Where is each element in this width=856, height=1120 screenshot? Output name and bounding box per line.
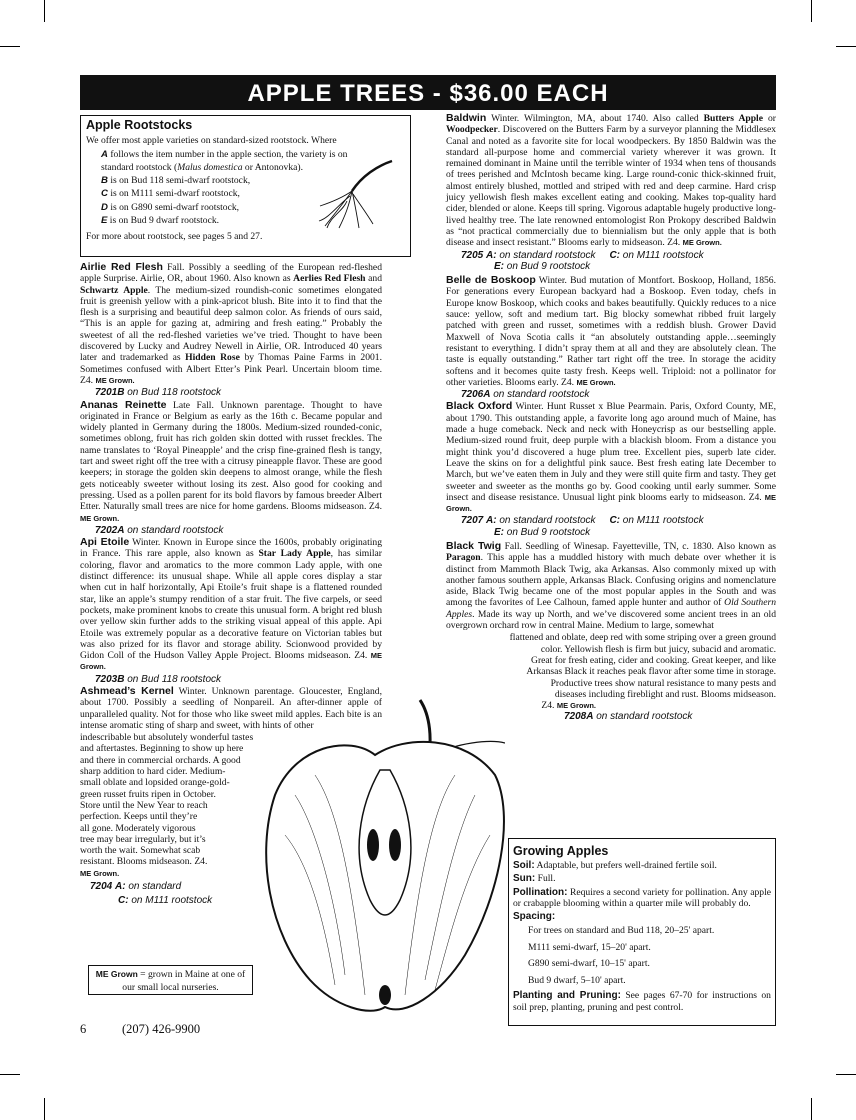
text-line: indescribable but absolutely wonderful tastes: [80, 732, 254, 744]
entry-text: Winter. Hunt Russet x Blue Pearmain. Paris, Oxford County, ME, about 1790. This outstanding apple, a favorite long ago around much of Maine, has made a huge comeback. Neck and neck with Honeycrisp as our bestselling apple. Medium-sized round fruit, deep purple with a blackish bloom. From a distance you might think you’d discovered a huge plum tree. Excellent pies, superb late cider. Leave the skins on for a delightful pink sauce. Best fresh eating late December to March, but we’ve eaten them in July and they were still quite firm and tasty. They get sweeter and sweeter as the months go by. Good cooking until early summer. Some insect and disease resistance. Unusual light pink blooms early to midseason. Z4.: [446, 401, 776, 503]
entry-text: , has similar coloring, flavor and aromatics to the more common Lady apple, with one distinct difference: its unusual shape. While all apple cores display a star when cut in half horizontally, Api Etoile’s fruit shape is a flattened rounded star, like an apple’s stumpy rendition of a star fruit. The five carpels, or seed pockets, make prominent knobs to create this unusual form. A bright red blush over yellow skin further adds to the striking visual appeal of this apple. Api Etoile was extremely popular as a decorative feature on Victorian tables but was also prized for its flavor and storage ability. Scionwood provided by Gidon Coll of the Hudson Valley Apple Project. Blooms midseason. Z4.: [80, 548, 382, 662]
book-title: Old Southern Apples: [446, 597, 776, 620]
right-column: [446, 113, 776, 726]
sku-code: 7205: [461, 249, 484, 261]
rootstock-a-tail: or Antonovka).: [242, 161, 303, 173]
entry-text: or: [763, 113, 776, 124]
rootstock-box-title: Apple Rootstocks: [86, 118, 193, 132]
sku-option-code: E:: [494, 526, 504, 538]
variety-name: Black Oxford: [446, 400, 513, 413]
info-text: See pages 67-70 for instructions on soil prep, planting, pruning and pest control.: [513, 990, 771, 1013]
sku-option-code: A:: [486, 249, 497, 261]
sku-description: on M111 rootstock: [622, 515, 704, 527]
info-label: Sun:: [513, 873, 536, 885]
variety-name: Black Twig: [446, 539, 502, 552]
crop-mark: [0, 1074, 20, 1075]
spacing-item: Bud 9 dwarf, 5–10' apart.: [528, 974, 626, 986]
entry-text: . This apple has a muddled history with much debate over whether it is distinct from Mammoth Black Twig, aka Arkansas. Also commonly mixed up with another famous southern apple, Arkansas Black. Confusing origins and nomenclature aside, Black Twig became one of the most popular apples in the South and was among the favorites of Lee Calhoun, famed apple hunter and author of: [446, 552, 776, 609]
entry-text: . Made its way up North, and we’ve discovered some ancient trees in an old overgrown orchard row in central Maine. Medium to large, somewhat: [446, 608, 776, 632]
rootstock-code: B: [101, 174, 108, 186]
sku-line: [446, 527, 776, 538]
alt-name: Butters Apple: [703, 113, 763, 124]
sku-description: on standard rootstock: [493, 389, 590, 401]
crop-mark: [44, 1098, 45, 1120]
rootstock-code: D: [101, 201, 108, 213]
planting-info: [513, 990, 771, 1013]
sku-code: 7207: [461, 515, 484, 527]
soil-info: [513, 860, 771, 871]
sku-code: 7203B: [95, 673, 125, 685]
info-label: Planting and Pruning:: [513, 990, 621, 1002]
rootstock-item-text: is on Bud 118 semi-dwarf rootstock,: [107, 174, 251, 186]
sku-description: on Bud 118 rootstock: [127, 387, 222, 399]
alt-name: Hidden Rose: [185, 352, 240, 364]
text-line: color. Yellowish flesh is firm but juicy, subacid and aromatic.: [540, 643, 776, 655]
rootstock-code: E: [101, 215, 108, 226]
alt-name: Woodpecker: [446, 124, 498, 136]
sku-description: on M111 rootstock: [622, 249, 704, 261]
text-line: perfection. Keeps until they’re: [80, 811, 198, 823]
rootstock-code: C: [101, 188, 108, 199]
rootstock-intro: We offer most apple varieties on standard-sized rootstock. Where: [86, 135, 337, 146]
spacing-item: M111 semi-dwarf, 15–20' apart.: [528, 941, 651, 953]
alt-name: Paragon: [446, 552, 481, 564]
sku-line: [446, 711, 776, 722]
section-banner: APPLE TREES - $36.00 EACH: [80, 75, 776, 110]
rootstock-more-info: For more about rootstock, see pages 5 and 27.: [86, 230, 263, 242]
entry-ananas-reinette: [80, 400, 382, 524]
sku-option-code: E:: [494, 260, 504, 272]
sku-line: [80, 674, 382, 685]
entry-black-oxford: [446, 401, 776, 514]
me-grown-tag: ME Grown.: [556, 701, 596, 711]
alt-name: Schwartz Apple: [80, 284, 148, 296]
growing-apples-box: [508, 838, 776, 1026]
sku-line: [80, 895, 382, 906]
sku-line: [80, 881, 382, 892]
text-line: [446, 700, 776, 711]
text-line: resistant. Blooms midseason. Z4.: [80, 856, 208, 868]
text-line: and aftertastes. Beginning to show up here: [80, 743, 244, 755]
sku-option-code: A:: [115, 881, 126, 893]
sku-description: on standard: [128, 881, 182, 893]
pollination-info: [513, 887, 771, 910]
sku-option-code: C:: [609, 249, 621, 261]
entry-text: Winter. Unknown parentage. Gloucester, England, about 1700. Possibly a seedling of Nonpareil. An after-dinner apple of unparalleled quality. Not for those who like sweet mild apples. Each bite is an intense aromatic sting of sharp and sweet, with hints of other: [80, 685, 382, 731]
entry-ashmeads-kernel: [80, 686, 382, 731]
crop-mark: [811, 1098, 812, 1120]
entry-text: . Discovered on the Butters Farm by a surveyor planning the Middlesex Canal and noted as a favorite site for local woodpeckers. By 1850 Baldwin was the standard all-purpose home and commercial variety wherever it was grown. It remained dominant in Maine until the terrible winter of 1934 when tens of thousands of trees perished and McIntosh became king. Large round-conic thick-skinned fruit, almost entirely blushed, mottled and striped with red and deep carmine. Hard crisp juicy yellowish flesh makes excellent eating and cooking. Makes top-quality hard cider, blended or alone. Keeps till spring. Vigorous adaptable hugely productive long-lived healthy tree. The late renowned entomologist Ron Prokopy described Baldwin as “not practical commercially due to biennialism but the only apple that is both disease and insect resistant.” Blooms early to midseason. Z4.: [446, 124, 776, 249]
growing-box-title: Growing Apples: [513, 844, 609, 858]
info-text: Adaptable, but prefers well-drained fertile soil.: [534, 860, 717, 871]
rootstock-item-text: is on Bud 9 dwarf rootstock.: [107, 215, 220, 226]
legend-text: = grown in Maine at one of our small local nurseries.: [122, 969, 246, 993]
sku-line: [446, 515, 776, 526]
crop-mark: [836, 1074, 856, 1075]
left-column: [80, 262, 382, 910]
me-grown-tag: ME Grown.: [80, 868, 120, 878]
crop-mark: [811, 0, 812, 22]
rootstock-item-text: is on M111 semi-dwarf rootstock,: [107, 188, 240, 199]
entry-text: Fall. Possibly a seedling of the European red-fleshed apple Surprise. Airlie, OR, about 1960. Also known as: [80, 262, 382, 285]
rootstock-code-a: A: [101, 148, 108, 160]
crop-mark: [44, 0, 45, 22]
phone-number: (207) 426-9900: [122, 1022, 201, 1036]
text-line: Arkansas Black it reaches peak flavor after some time in storage.: [526, 666, 776, 678]
entry-text: Winter. Bud mutation of Montfort. Boskoop, Holland, 1856. For generations every European backyard had a Boskoop. Even today, chefs in Europe know Boskoop, which cooks and bakes beautifully. Quickly reduces to a nice sauce: yellow, soft and medium tart. Big blocky somewhat ribbed fruit largely patched with green and russet, sometimes with a reddish blush. Grower David Maxwell of Nova Scotia calls it “an absolutely outstanding apple…seemingly resistant to everything. I didn’t spray them at all and they are absolutely clean. The taste is equally outstanding.” Rather tart right off the tree. In storage the acidity softens and it becomes quite tasty fresh. Keeps well. Triploid: not a pollinator for other varieties. Blooms early. Z4.: [446, 275, 776, 388]
sku-code: 7206A: [461, 389, 491, 401]
variety-name: Ananas Reinette: [80, 398, 167, 411]
rootstock-illustration: [317, 156, 395, 231]
entry-text: Winter. Wilmington, MA, about 1740. Also called: [486, 113, 704, 124]
rootstock-item-text: is on G890 semi-dwarf rootstock,: [107, 201, 240, 213]
page-number: 6: [80, 1022, 87, 1036]
variety-name: Belle de Boskoop: [446, 274, 536, 287]
text-line: all gone. Moderately vigorous: [80, 822, 196, 834]
ashmead-wrapped-text: [80, 732, 382, 879]
spacing-info: [513, 911, 771, 922]
text-line: and there in commercial orchards. A good: [80, 754, 241, 766]
alt-name: Star Lady Apple: [258, 548, 331, 560]
rootstock-a-text: follows the item number in the apple section, the variety is on standard rootstock (: [101, 148, 348, 173]
entry-text: by Thomas Paine Farms in 2001. Sometimes confused with Albert Etter’s Pink Pearl. Uncertain bloom time. Z4.: [80, 352, 383, 386]
text-line: tree may bear irregularly, but it’s: [80, 833, 206, 845]
variety-name: Baldwin: [446, 112, 487, 124]
entry-text: Late Fall. Unknown parentage. Thought to have originated in France or Belgium as early as the 16th c. Became popular and widely planted in Germany during the 1800s. Medium-sized rounded-conic, sometimes oblong, fruit has rich golden skin dotted with russet freckles. The name translates to ‘Royal Pineapple’ and the crisp fine-grained flesh is tangy, tart and sweet right off the tree with a citrusy pineapple flavor. These are good keepers; in storage the golden skin deepens to almost orange, while the flesh gets noticeably sweeter without losing its zest. Also good for cooking and pressing. Used as a pollen parent for its bold flavors by famous breeder Albert Etter. Naturally small trees are nice for home gardens. Blooms midseason. Z4.: [80, 399, 382, 513]
legend-label: ME Grown: [95, 969, 138, 979]
entry-api-etoile: [80, 537, 382, 673]
me-grown-tag: ME Grown.: [80, 651, 382, 672]
sku-option-code: C:: [609, 515, 621, 527]
entry-baldwin: [446, 113, 776, 249]
text-line: worth the wait. Somewhat scab: [80, 845, 201, 857]
crop-mark: [836, 46, 856, 47]
entry-text: Winter. Known in Europe since the 1600s, probably originating in France. This rare apple, also known as: [80, 537, 382, 560]
crop-mark: [0, 46, 20, 47]
entry-belle-de-boskoop: [446, 275, 776, 388]
entry-black-twig: [446, 541, 776, 631]
info-label: Spacing:: [513, 911, 556, 923]
variety-name: Ashmead’s Kernel: [80, 684, 174, 697]
entry-airlie-red-flesh: [80, 262, 382, 386]
rootstock-info-box: [80, 115, 411, 257]
sku-line: [80, 525, 382, 536]
sku-option-code: C:: [118, 895, 129, 907]
info-text: Requires a second variety for pollination. Any apple or crabapple blooming within a quarter mile will probably do.: [513, 886, 771, 909]
alt-name: Aerlies Red Flesh: [293, 273, 366, 285]
info-label: Pollination:: [513, 886, 568, 898]
sku-description: on standard rootstock: [596, 711, 693, 723]
sku-line: [446, 250, 776, 261]
text-line: Store until the New Year to reach: [80, 799, 208, 811]
sku-line: [446, 389, 776, 400]
me-grown-tag: ME Grown.: [682, 238, 722, 248]
sku-description: on Bud 118 rootstock: [127, 673, 222, 685]
black-twig-wrapped-text: [446, 632, 776, 711]
text-line: diseases including fireblight and rust. Blooms midseason.: [554, 688, 776, 700]
sku-code: 7201B: [95, 387, 125, 399]
text-line: flattened and oblate, deep red with some striping over a green ground: [509, 632, 776, 644]
info-text: Full.: [535, 873, 556, 885]
text-line: Productive trees show natural resistance to many pests and: [550, 677, 776, 689]
entry-text: Fall. Seedling of Winesap. Fayetteville, TN, c. 1830. Also known as: [501, 540, 776, 552]
sku-description: on Bud 9 rootstock: [506, 526, 591, 538]
sku-line: [80, 387, 382, 398]
spacing-item: For trees on standard and Bud 118, 20–25' apart.: [528, 925, 715, 937]
variety-name: Api Etoile: [80, 536, 130, 549]
text-line: green russet fruits ripen in October.: [80, 788, 216, 800]
sku-description: on Bud 9 rootstock: [506, 260, 591, 272]
me-grown-tag: ME Grown.: [80, 513, 120, 523]
spacing-item: G890 semi-dwarf, 10–15' apart.: [528, 958, 650, 970]
text-line-end: Z4.: [541, 700, 555, 712]
sun-info: [513, 873, 771, 884]
me-grown-tag: ME Grown.: [576, 377, 616, 387]
sku-description: on standard rootstock: [127, 524, 224, 536]
sku-code: 7208A: [564, 711, 594, 723]
me-grown-legend: [88, 965, 253, 995]
rootstock-a-species: Malus domestica: [177, 161, 243, 173]
sku-description: on M111 rootstock: [131, 895, 213, 907]
sku-description: on standard rootstock: [499, 515, 596, 527]
entry-text: . The medium-sized roundish-conic sometimes elongated fruit is greenish yellow with a pink-apricot blush. Bite into it to find that the flesh is a surprising and beautiful deep salmon color. As friends of ours said, “This is an apple for gazing at, admiring and fresh eating.” Probably the sweetest of all the red-fleshed varieties we’ve tried. Thought to have been discovered by Lucky and Audrey Newell in Airlie, OR. Introduced 40 years later and trademarked as: [80, 284, 383, 364]
info-label: Soil:: [513, 860, 535, 871]
text-line: Great for fresh eating, cider and cooking. Great keeper, and like: [531, 654, 776, 666]
sku-code: 7202A: [95, 524, 125, 536]
variety-name: Airlie Red Flesh: [80, 261, 163, 273]
sku-line: [446, 261, 776, 272]
me-grown-tag: ME Grown.: [446, 492, 776, 514]
sku-code: 7204: [90, 881, 113, 893]
sku-option-code: A:: [486, 515, 497, 527]
entry-text: and: [365, 273, 382, 285]
sku-description: on standard rootstock: [499, 249, 596, 261]
text-line: small oblate and lopsided orange-gold-: [80, 777, 230, 789]
text-line: sharp addition to hard cider. Medium-: [80, 766, 226, 778]
me-grown-tag: ME Grown.: [95, 375, 135, 385]
